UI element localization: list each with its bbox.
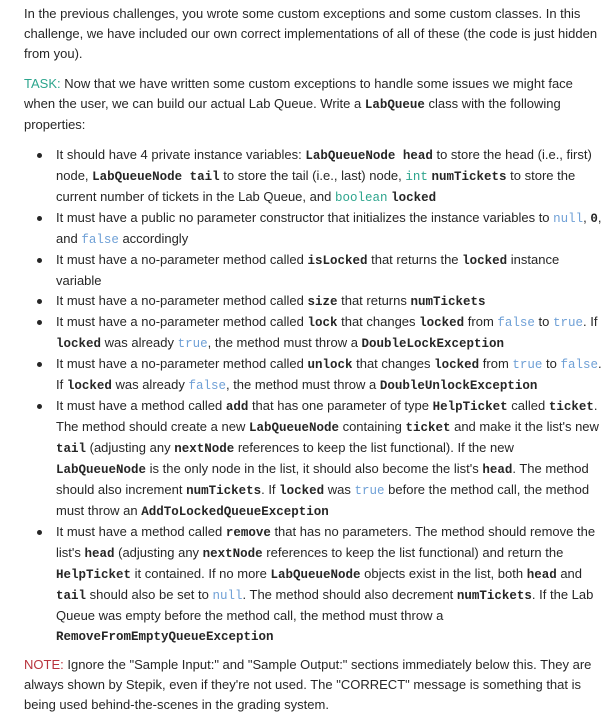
requirement-item: It must have a no-parameter method called unlock that changes locked from true to false. If locked was already false, the method must throw a DoubleUnlockException: [56, 354, 602, 396]
bullet-icon: [37, 320, 42, 325]
task-label: TASK:: [24, 76, 61, 91]
note-label: NOTE:: [24, 657, 64, 672]
class-name: LabQueue: [364, 98, 425, 112]
requirement-item: It must have a public no parameter constructor that initializes the instance variables to null, 0, and false accordingly: [56, 208, 602, 250]
intro-paragraph: In the previous challenges, you wrote some custom exceptions and some custom classes. In this challenge, we have included our own correct implementations of all of these (the code is just hidden from you).: [24, 6, 598, 61]
requirement-item: It must have a no-parameter method called isLocked that returns the locked instance variable: [56, 250, 602, 291]
requirement-item: It must have a method called add that has one parameter of type HelpTicket called ticket. The method should create a new LabQueueNode containing ticket and make it the list's new tail (adjusting any nextNode references to keep the list functional). If the new LabQueueNode is the only node in the list, it should also become the list's head. The method should also increment numTickets. If locked was true before the method call, the method must throw an AddToLockedQueueException: [56, 396, 602, 522]
bullet-icon: [37, 404, 42, 409]
requirement-item: It should have 4 private instance variables: LabQueueNode head to store the head (i.e., first) node, LabQueueNode tail to store the tail (i.e., last) node, int numTickets to store the current number of tickets in the Lab Queue, and boolean locked: [56, 145, 602, 208]
bullet-icon: [37, 258, 42, 263]
bullet-icon: [37, 299, 42, 304]
requirement-item: It must have a method called remove that has no parameters. The method should remove the list's head (adjusting any nextNode references to keep the list functional) and return the HelpTicket it contained. If no more LabQueueNode objects exist in the list, both head and tail should also be set to null. The method should also decrement numTickets. If the Lab Queue was empty before the method call, the method must throw a RemoveFromEmptyQueueException: [56, 522, 602, 647]
note-paragraph: NOTE: Ignore the "Sample Input:" and "Sample Output:" sections immediately below this. They are always shown by Stepik, even if they're not used. The "CORRECT" message is something that is being used behind-the-scenes in the grading system.: [24, 657, 592, 712]
bullet-icon: [37, 153, 42, 158]
requirements-list: [24, 145, 602, 647]
requirement-item: It must have a no-parameter method called size that returns numTickets: [56, 291, 602, 312]
bullet-icon: [37, 530, 42, 535]
bullet-icon: [37, 216, 42, 221]
bullet-icon: [37, 362, 42, 367]
task-paragraph: TASK: Now that we have written some custom exceptions to handle some issues we might face when the user, we can build our actual Lab Queue. Write a LabQueue class with the following properties:: [24, 76, 573, 132]
requirement-item: It must have a no-parameter method called lock that changes locked from false to true. If locked was already true, the method must throw a DoubleLockException: [56, 312, 602, 354]
